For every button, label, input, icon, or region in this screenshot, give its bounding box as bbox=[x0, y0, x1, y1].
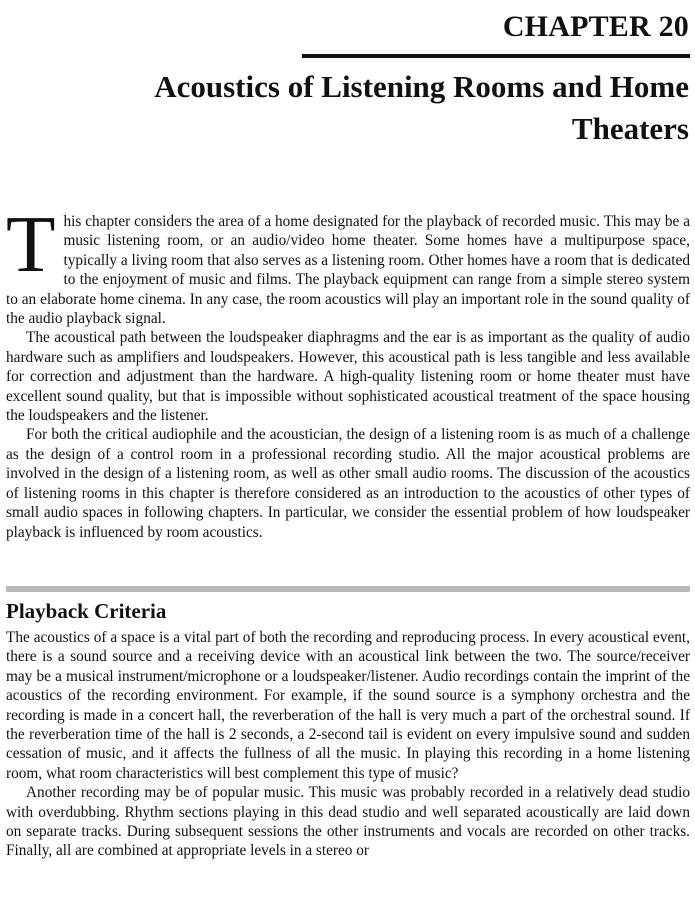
section-text bbox=[6, 628, 690, 861]
chapter-label: CHAPTER 20 bbox=[502, 10, 689, 43]
intro-text bbox=[6, 199, 690, 542]
section-paragraph-2: Another recording may be of popular music. This music was probably recorded in a relatively dead studio with overdubbing. Rhythm sections playing in this dead studio and well separated acoustically are laid down on separate tracks. During subsequent sessions the other instruments and vocals are recorded on other tracks. Finally, all are combined at appropriate levels in a stereo or bbox=[6, 784, 690, 860]
section-heading: Playback Criteria bbox=[6, 599, 167, 623]
chapter-rule bbox=[302, 54, 690, 58]
intro-paragraph-3: For both the critical audiophile and the acoustician, the design of a listening room is as much of a challenge as the design of a control room in a professional recording studio. All the major acoustical problems are involved in the design of a listening room, as well as other small audio rooms. The discussion of the acoustics of listening rooms in this chapter is therefore considered as an introduction to the acoustics of other types of small audio spaces in following chapters. In particular, we consider the essential problem of how loudspeaker playback is influenced by room acoustics. bbox=[6, 426, 690, 541]
intro-paragraph-1 bbox=[6, 199, 690, 328]
chapter-title: Acoustics of Listening Rooms and Home Theaters bbox=[154, 69, 689, 146]
section-divider bbox=[6, 586, 690, 592]
section-paragraph-1: The acoustics of a space is a vital part of both the recording and reproducing process. In every acoustical event, there is a sound source and a receiving device with an acoustical link between the two. The source/receiver may be a musical instrument/microphone or a loudspeaker/listener. Audio recordings contain the imprint of the acoustics of the recording environment. For example, if the sound source is a symphony orchestra and the recording is made in a concert hall, the reverberation of the hall is very much a part of the orchestral sound. If the reverberation time of the hall is 2 seconds, a 2-second tail is evident on every impulsive sound and sudden cessation of music, and it affects the fullness of all the music. In playing this recording in a home listening room, what room characteristics will best complement this type of music? bbox=[6, 629, 690, 782]
intro-paragraph-1-text: his chapter considers the area of a home designated for the playback of recorded music. This may be a music listening room, or an audio/video home theater. Some homes have a multipurpose space, typically a living room that also serves as a listening room. Other homes have a room that is dedicated to the enjoyment of music and films. The playback equipment can range from a simple stereo system to an elaborate home cinema. In any case, the room acoustics will play an important role in the sound quality of the audio playback signal. bbox=[6, 213, 690, 328]
intro-paragraph-2: The acoustical path between the loudspeaker diaphragms and the ear is as important as the quality of audio hardware such as amplifiers and loudspeakers. However, this acoustical path is less tangible and less available for correction and adjustment than the hardware. A high-quality listening room or home theater must have excellent sound quality, but that is impossible without sophisticated acoustical treatment of the space housing the loudspeakers and the listener. bbox=[6, 329, 690, 425]
drop-cap: T bbox=[6, 199, 56, 289]
